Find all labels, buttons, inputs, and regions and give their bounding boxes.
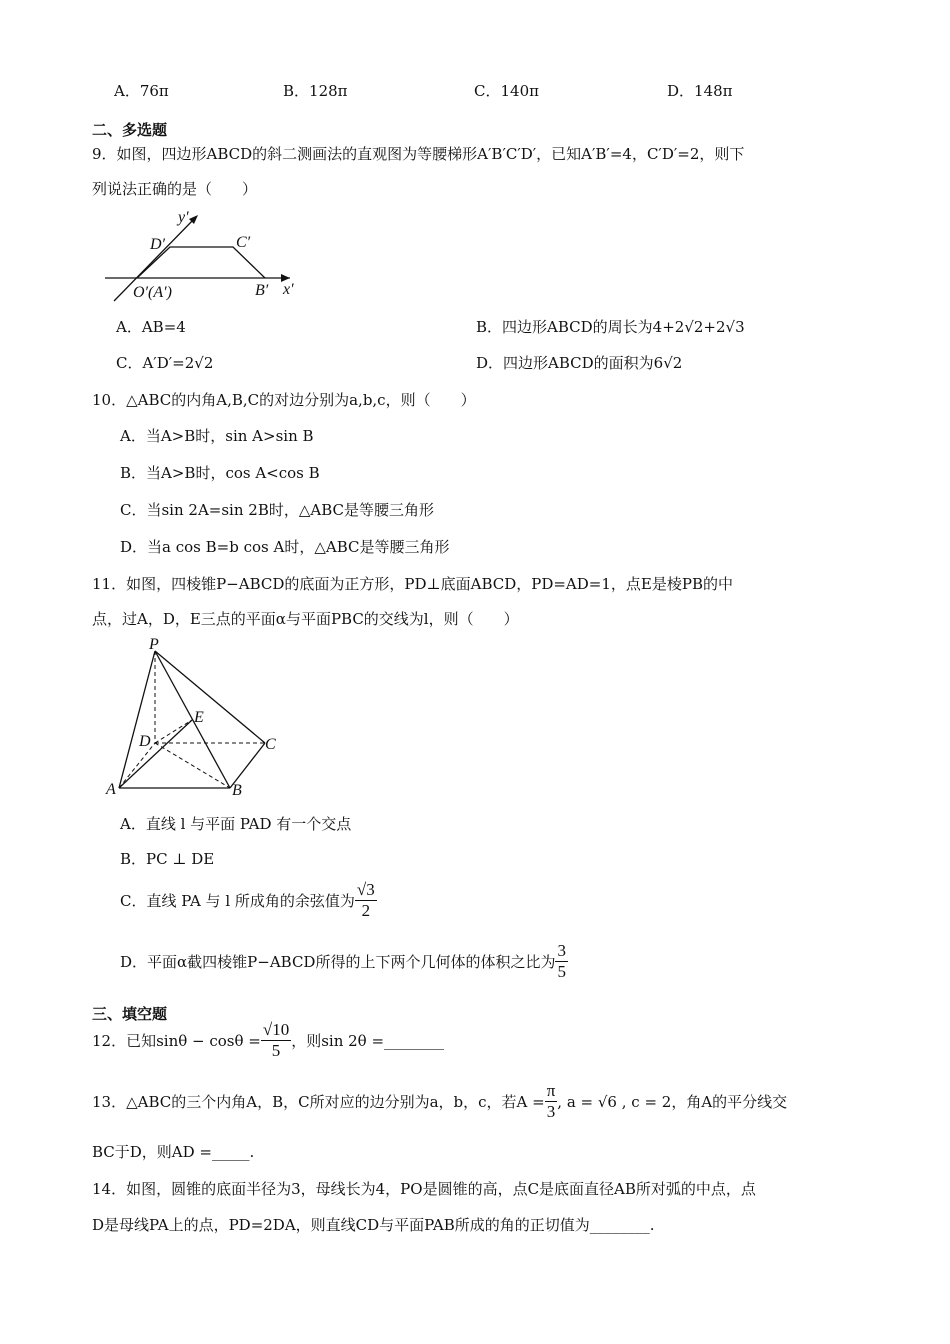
q9-stem-line2: 列说法正确的是（ ） [92, 180, 258, 198]
q11-option-c-numerator: √3 [356, 880, 375, 899]
q10-option-b: B．当A>B时，cos A<cos B [120, 464, 320, 482]
edge-pa [119, 651, 155, 788]
q13-suffix: , a = √6 , c = 2，角A的平分线交 [557, 1093, 788, 1111]
q8-option-a: A．76π [114, 82, 169, 100]
q8-option-c: C．140π [474, 82, 539, 100]
q11-option-c-text: C．直线 PA 与 l 所成角的余弦值为 [120, 892, 355, 910]
q9-option-a: A．AB=4 [116, 318, 186, 336]
q11-option-a: A．直线 l 与平面 PAD 有一个交点 [120, 815, 352, 833]
edge-pc [155, 651, 265, 743]
label-x-prime: x′ [283, 281, 294, 298]
q9-option-c: C．A′D′=2√2 [116, 354, 214, 372]
label-a: A [106, 781, 116, 798]
q11-option-d-text: D．平面α截四棱锥P−ABCD所得的上下两个几何体的体积之比为 [120, 953, 556, 971]
label-c: C [265, 736, 276, 753]
q10-option-c: C．当sin 2A=sin 2B时，△ABC是等腰三角形 [120, 501, 434, 519]
q9-option-b: B．四边形ABCD的周长为4+2√2+2√3 [476, 318, 745, 336]
q9-stem-line1: 9．如图，四边形ABCD的斜二测画法的直观图为等腰梯形A′B′C′D′，已知A′B′=4，C′D′=2，则下 [92, 145, 745, 163]
q8-option-d: D．148π [667, 82, 733, 100]
diagonal-db [155, 743, 230, 788]
q14-line2: D是母线PA上的点，PD=2DA，则直线CD与平面PAB所成的角的正切值为________. [92, 1216, 655, 1234]
label-o-prime: O′(A′) [133, 284, 172, 301]
q12-prefix: 12．已知sinθ − cosθ = [92, 1032, 261, 1050]
section-heading-multiple-choice: 二、多选题 [92, 121, 168, 139]
q9-trapezoid-figure [100, 205, 310, 305]
q11-option-c-fraction [355, 880, 377, 921]
q9-option-d: D．四边形ABCD的面积为6√2 [476, 354, 683, 372]
q11-pyramid-figure [100, 636, 285, 802]
q11-option-d-denominator: 5 [557, 962, 566, 981]
q10-stem: 10．△ABC的内角A,B,C的对边分别为a,b,c，则（ ） [92, 391, 476, 409]
q12-fraction [261, 1020, 291, 1061]
q12 [92, 1020, 444, 1061]
q13-prefix: 13．△ABC的三个内角A，B，C所对应的边分别为a，b，c，若A = [92, 1093, 545, 1111]
q13-numerator: π [546, 1081, 556, 1100]
q13-line1 [92, 1081, 787, 1122]
q11-option-d-fraction [555, 941, 568, 982]
q11-option-b: B．PC ⊥ DE [120, 850, 215, 868]
section-heading-fill-in: 三、填空题 [92, 1005, 168, 1023]
q13-line2: BC于D，则AD =_____. [92, 1143, 255, 1161]
q12-suffix: ，则sin 2θ =________ [291, 1032, 445, 1050]
q12-denominator: 5 [271, 1041, 281, 1060]
q11-option-c-denominator: 2 [361, 901, 371, 920]
q13-fraction [545, 1081, 558, 1122]
q11-stem-line2: 点，过A，D，E三点的平面α与平面PBC的交线为l，则（ ） [92, 610, 519, 628]
label-c-prime: C′ [236, 234, 251, 251]
q11-option-d [120, 941, 568, 982]
q11-option-d-numerator: 3 [557, 941, 566, 960]
q12-numerator: √10 [262, 1020, 290, 1039]
q11-option-c [120, 880, 377, 921]
label-d: D [139, 733, 151, 750]
q13-denominator: 3 [546, 1102, 556, 1121]
label-b-prime: B′ [255, 282, 269, 299]
label-e: E [194, 709, 204, 726]
label-b: B [232, 782, 242, 799]
q8-option-b: B．128π [283, 82, 348, 100]
label-y-prime: y′ [178, 209, 189, 226]
q10-option-a: A．当A>B时，sin A>sin B [120, 427, 314, 445]
label-d-prime: D′ [150, 236, 166, 253]
segment-de [155, 720, 192, 743]
edge-pb [155, 651, 230, 788]
q11-stem-line1: 11．如图，四棱锥P−ABCD的底面为正方形，PD⊥底面ABCD，PD=AD=1，点E是棱PB的中 [92, 575, 733, 593]
label-p: P [149, 636, 159, 653]
q14-line1: 14．如图，圆锥的底面半径为3，母线长为4，PO是圆锥的高，点C是底面直径AB所对弧的中点，点 [92, 1180, 756, 1198]
q10-option-d: D．当a cos B=b cos A时，△ABC是等腰三角形 [120, 538, 450, 556]
